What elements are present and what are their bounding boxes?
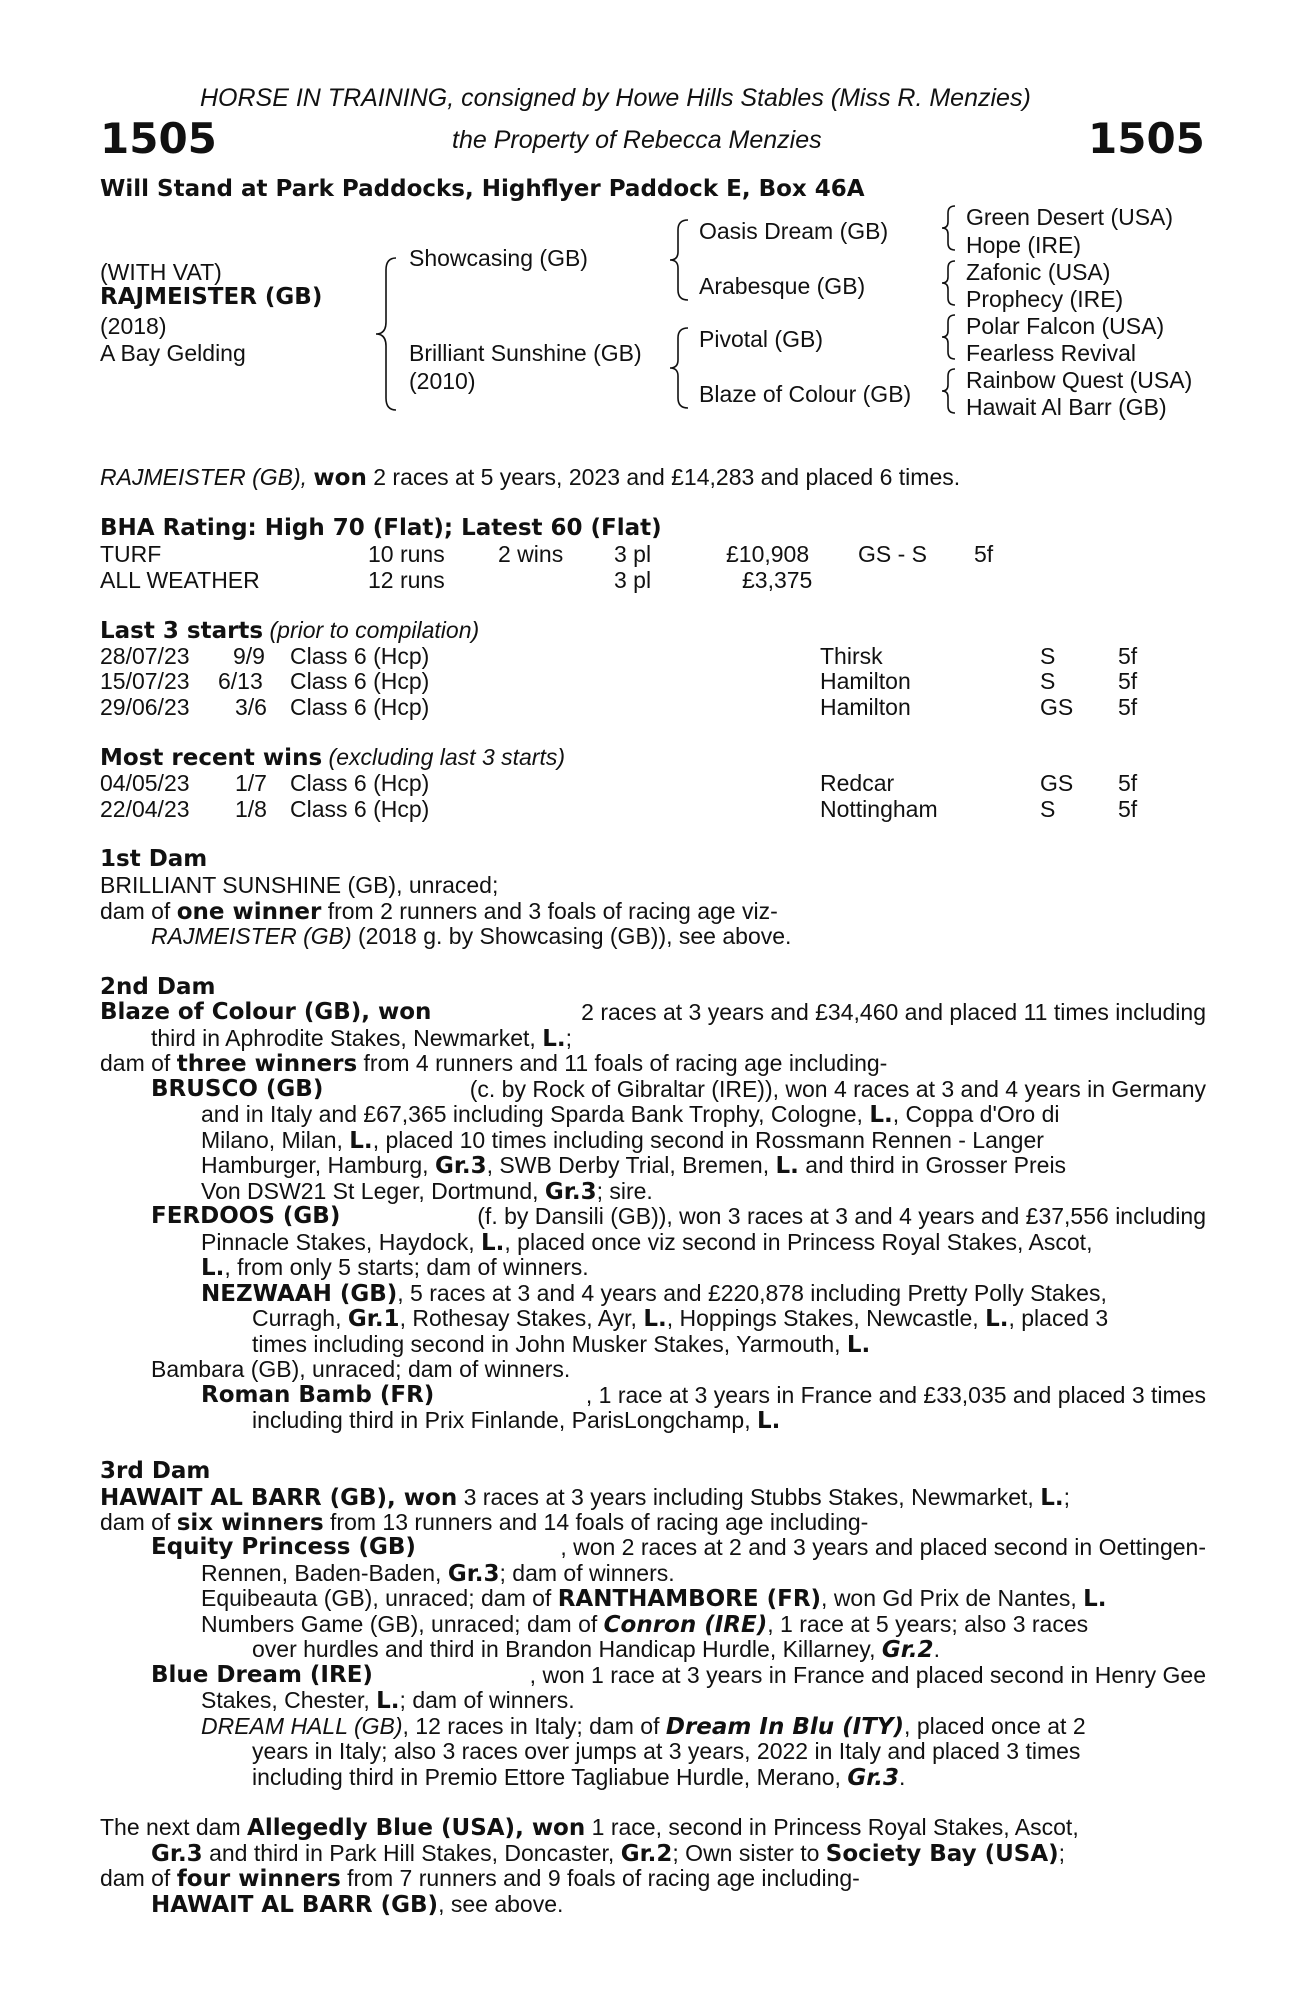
text: dam of — [100, 1050, 171, 1076]
text: , Rothesay Stakes, Ayr, — [399, 1305, 637, 1331]
text: from 7 runners and 9 foals of racing age including- — [347, 1865, 860, 1891]
nextdam-line — [100, 1814, 1079, 1841]
horse-name: RAJMEISTER (GB) — [100, 284, 323, 310]
text-bold: Allegedly Blue (USA), won — [247, 1815, 586, 1841]
text-italic: RAJMEISTER (GB) — [151, 923, 352, 949]
win-class: Class 6 (Hcp) — [290, 770, 430, 796]
text: , see above. — [438, 1891, 564, 1917]
dam3-line — [100, 1484, 1070, 1511]
start-date: 29/06/23 — [100, 694, 190, 720]
dam3-line — [151, 1534, 1206, 1560]
summary-won: won — [313, 465, 367, 491]
sire-name: Showcasing (GB) — [409, 245, 588, 271]
win-distance: 5f — [1118, 796, 1138, 822]
win-position: 1/8 — [235, 796, 267, 822]
dam2-line — [201, 1152, 1206, 1179]
text-bold: L. — [480, 1230, 505, 1256]
rating-surface: TURF — [100, 541, 162, 567]
text: . — [899, 1764, 906, 1790]
text-bold: HAWAIT AL BARR (GB) — [151, 1892, 439, 1918]
text: , placed once viz second in Princess Royal Stakes, Ascot, — [504, 1229, 1093, 1255]
dam3-title: 3rd Dam — [100, 1458, 211, 1484]
dam3-line — [201, 1560, 675, 1587]
text: , placed 3 — [1008, 1305, 1109, 1331]
text: (2018 g. by Showcasing (GB)), see above. — [358, 923, 792, 949]
dam2-line — [252, 1305, 1108, 1332]
text: ; Own sister to — [672, 1840, 820, 1866]
dam-year: (2010) — [409, 368, 476, 394]
text: Curragh, — [252, 1305, 342, 1331]
dam3-line — [201, 1585, 1107, 1612]
text: 3 races at 3 years including Stubbs Stakes, Newmarket, — [463, 1484, 1034, 1510]
text: dam of — [100, 1509, 171, 1535]
text-bold: Gr.3 — [151, 1841, 203, 1867]
text-bold: six winners — [176, 1510, 324, 1536]
dam1-line — [151, 923, 791, 949]
dam3-line — [201, 1611, 1088, 1638]
text-bold: BRUSCO (GB) — [151, 1076, 324, 1102]
text: Numbers Game (GB), unraced; dam of — [201, 1611, 598, 1637]
text: Hamburger, Hamburg, — [201, 1152, 429, 1178]
text: (c. by Rock of Gibraltar (IRE)), won 4 races at 3 and 4 years in Germany — [469, 1076, 1206, 1102]
text-bold: Equity Princess (GB) — [151, 1534, 416, 1560]
dam3-line — [252, 1636, 940, 1663]
text: 2 races at 3 years and £34,460 and placed 11 times including — [581, 999, 1206, 1025]
text: ; — [565, 1025, 572, 1051]
gen4-name: Hope (IRE) — [966, 232, 1082, 258]
brace-gen4 — [942, 206, 955, 250]
start-course: Thirsk — [820, 643, 883, 669]
text: ; — [1063, 1484, 1070, 1510]
text: Milano, Milan, — [201, 1127, 343, 1153]
rating-placed: 3 pl — [614, 541, 652, 567]
dam-name: Brilliant Sunshine (GB) — [409, 340, 642, 366]
brace-dam — [670, 328, 688, 408]
text: from 4 runners and 11 foals of racing age including- — [363, 1050, 888, 1076]
text: ; dam of winners. — [399, 1687, 575, 1713]
text-bold: L. — [869, 1102, 893, 1128]
text: , Hoppings Stakes, Newcastle, — [666, 1305, 979, 1331]
summary-text: 2 races at 5 years, 2023 and £14,283 and placed 6 times. — [373, 464, 961, 490]
text-italic: DREAM HALL (GB) — [201, 1713, 403, 1739]
win-course: Nottingham — [820, 796, 938, 822]
rating-runs: 10 runs — [368, 541, 445, 567]
text: dam of — [100, 898, 171, 924]
win-going: GS — [1040, 770, 1074, 796]
consigned-line: HORSE IN TRAINING, consigned by Howe Hills Stables (Miss R. Menzies) — [200, 84, 1031, 112]
text-bold-italic: Gr.2 — [881, 1637, 934, 1663]
text: ; dam of winners. — [499, 1560, 675, 1586]
property-line: the Property of Rebecca Menzies — [452, 126, 822, 154]
text-bold: Roman Bamb (FR) — [201, 1382, 435, 1408]
pedigree-braces — [0, 0, 1314, 430]
sire-sire-name: Oasis Dream (GB) — [699, 218, 889, 244]
text: from 2 runners and 3 foals of racing age viz- — [327, 898, 778, 924]
text-bold: L. — [985, 1306, 1009, 1332]
race-summary — [100, 464, 960, 491]
dam2-line: Bambara (GB), unraced; dam of winners. — [151, 1356, 571, 1382]
summary-horse-name: RAJMEISTER (GB), — [100, 464, 308, 490]
text-bold: L. — [643, 1306, 667, 1332]
text-bold: Gr.3 — [447, 1561, 500, 1587]
text-bold: FERDOOS (GB) — [151, 1203, 341, 1229]
text-bold: Gr.3 — [434, 1153, 487, 1179]
last3-title: Last 3 starts — [100, 618, 264, 644]
text: including third in Premio Ettore Tagliabue Hurdle, Merano, — [252, 1764, 841, 1790]
text-bold: L. — [757, 1408, 781, 1434]
text: , won Gd Prix de Nantes, — [821, 1585, 1077, 1611]
text-bold: RANTHAMBORE (FR) — [557, 1586, 822, 1612]
text: , placed once at 2 — [904, 1713, 1086, 1739]
gen4-name: Zafonic (USA) — [966, 259, 1111, 285]
rating-prize: £10,908 — [726, 541, 810, 567]
start-class: Class 6 (Hcp) — [290, 694, 430, 720]
text-bold: L. — [201, 1255, 225, 1281]
text: , from only 5 starts; dam of winners. — [224, 1254, 589, 1280]
text-bold: Blue Dream (IRE) — [151, 1662, 373, 1688]
start-distance: 5f — [1118, 694, 1138, 720]
start-course: Hamilton — [820, 668, 911, 694]
lot-number-left: 1505 — [100, 114, 217, 163]
lot-number-right: 1505 — [1088, 114, 1205, 163]
text: including third in Prix Finlande, ParisLongchamp, — [252, 1407, 751, 1433]
brace-sire — [670, 220, 688, 300]
text-bold: L. — [376, 1688, 400, 1714]
dam1-line — [100, 898, 778, 925]
gen4-name: Green Desert (USA) — [966, 204, 1174, 230]
text: , placed 10 times including second in Rossmann Rennen - Langer — [372, 1127, 1044, 1153]
gen4-name: Prophecy (IRE) — [966, 286, 1124, 312]
dam2-line — [151, 1076, 1206, 1102]
text-bold: NEZWAAH (GB) — [201, 1281, 398, 1307]
recent-note: (excluding last 3 starts) — [328, 744, 566, 770]
dam2-line — [201, 1178, 653, 1205]
start-date: 28/07/23 — [100, 643, 190, 669]
brace-gen4 — [942, 261, 955, 305]
dam2-line — [201, 1280, 1107, 1307]
start-course: Hamilton — [820, 694, 911, 720]
start-distance: 5f — [1118, 668, 1138, 694]
dam3-line — [201, 1713, 1086, 1740]
text: third in Aphrodite Stakes, Newmarket, — [151, 1025, 536, 1051]
text-bold: L. — [846, 1332, 871, 1358]
dam3-line: years in Italy; also 3 races over jumps at 3 years, 2022 in Italy and placed 3 times — [252, 1738, 1081, 1764]
start-position: 6/13 — [218, 668, 263, 694]
text-bold: L. — [1083, 1586, 1107, 1612]
win-class: Class 6 (Hcp) — [290, 796, 430, 822]
rating-runs: 12 runs — [368, 567, 445, 593]
gen4-name: Rainbow Quest (USA) — [966, 367, 1193, 393]
text: ; — [1058, 1840, 1066, 1866]
text-bold: Society Bay (USA) — [825, 1841, 1059, 1867]
recent-title: Most recent wins — [100, 745, 323, 771]
dam1-title: 1st Dam — [100, 846, 208, 872]
start-position: 9/9 — [233, 643, 265, 669]
text: Equibeauta (GB), unraced; dam of — [201, 1585, 552, 1611]
horse-year: (2018) — [100, 313, 167, 339]
rating-distance: 5f — [974, 541, 994, 567]
text: , 1 race at 3 years in France and £33,035 and placed 3 times — [585, 1382, 1206, 1408]
dam2-line — [201, 1127, 1206, 1154]
rating-wins: 2 wins — [498, 541, 564, 567]
nextdam-line — [151, 1840, 1065, 1867]
text-bold: L. — [775, 1153, 799, 1179]
win-course: Redcar — [820, 770, 895, 796]
text-bold-italic: Conron (IRE) — [603, 1612, 768, 1638]
text-bold: four winners — [176, 1866, 341, 1892]
text: , won 1 race at 3 years in France and placed second in Henry Gee — [529, 1662, 1206, 1688]
dam3-line — [151, 1662, 1206, 1688]
nextdam-line — [151, 1891, 563, 1918]
start-going: S — [1040, 643, 1056, 669]
start-class: Class 6 (Hcp) — [290, 668, 430, 694]
start-class: Class 6 (Hcp) — [290, 643, 430, 669]
last3-note: (prior to compilation) — [269, 617, 480, 643]
text: Stakes, Chester, — [201, 1687, 370, 1713]
start-date: 15/07/23 — [100, 668, 190, 694]
dam2-line — [100, 1050, 887, 1077]
dam3-line — [100, 1509, 868, 1536]
text: and in Italy and £67,365 including Sparda Bank Trophy, Cologne, — [201, 1101, 863, 1127]
text: over hurdles and third in Brandon Handicap Hurdle, Killarney, — [252, 1636, 876, 1662]
rating-title: BHA Rating: High 70 (Flat); Latest 60 (Flat) — [100, 515, 662, 541]
recent-heading — [100, 744, 565, 771]
sire-dam-name: Arabesque (GB) — [699, 273, 866, 299]
text-bold: one winner — [176, 899, 322, 925]
brace-gen4 — [942, 315, 955, 359]
text: ; sire. — [596, 1178, 653, 1204]
start-going: GS — [1040, 694, 1074, 720]
rating-prize: £3,375 — [742, 567, 813, 593]
text-bold-italic: Gr.3 — [847, 1765, 900, 1791]
dam3-line — [252, 1764, 905, 1791]
brace-gen1 — [376, 258, 396, 410]
text-bold: Gr.2 — [620, 1841, 673, 1867]
brace-gen4 — [942, 369, 955, 413]
start-position: 3/6 — [235, 694, 267, 720]
text-bold-italic: Dream In Blu (ITY) — [665, 1714, 905, 1740]
win-distance: 5f — [1118, 770, 1138, 796]
text: Von DSW21 St Leger, Dortmund, — [201, 1178, 539, 1204]
text: , Coppa d'Oro di — [892, 1101, 1060, 1127]
rating-surface: ALL WEATHER — [100, 567, 260, 593]
text-bold: L. — [349, 1128, 373, 1154]
dam2-line — [100, 999, 1206, 1025]
dam-dam-name: Blaze of Colour (GB) — [699, 381, 912, 407]
last3-heading — [100, 617, 479, 644]
gen4-name: Fearless Revival — [966, 340, 1136, 366]
text: , 5 races at 3 and 4 years and £220,878 including Pretty Polly Stakes, — [397, 1280, 1107, 1306]
gen4-name: Polar Falcon (USA) — [966, 313, 1165, 339]
text: dam of — [100, 1865, 171, 1891]
rating-placed: 3 pl — [614, 567, 652, 593]
horse-description: A Bay Gelding — [100, 340, 246, 366]
nextdam-line — [100, 1865, 860, 1892]
dam2-line — [252, 1407, 780, 1434]
start-distance: 5f — [1118, 643, 1138, 669]
text-bold: Gr.1 — [347, 1306, 400, 1332]
dam2-line — [201, 1254, 589, 1281]
dam2-line — [151, 1203, 1206, 1229]
dam2-line — [252, 1331, 870, 1358]
text-bold: Blaze of Colour (GB), won — [100, 999, 432, 1025]
dam1-line: BRILLIANT SUNSHINE (GB), unraced; — [100, 872, 499, 898]
text: , 12 races in Italy; dam of — [402, 1713, 660, 1739]
text-bold: Gr.3 — [544, 1179, 597, 1205]
dam2-line — [201, 1101, 1206, 1128]
win-position: 1/7 — [235, 770, 267, 796]
text: The next dam — [100, 1814, 241, 1840]
win-going: S — [1040, 796, 1056, 822]
text: Rennen, Baden-Baden, — [201, 1560, 442, 1586]
vat-label: (WITH VAT) — [100, 259, 222, 285]
dam2-title: 2nd Dam — [100, 974, 216, 1000]
text: , 1 race at 5 years; also 3 races — [767, 1611, 1089, 1637]
text: 1 race, second in Princess Royal Stakes, Ascot, — [591, 1814, 1079, 1840]
text: . — [933, 1636, 940, 1662]
text: times including second in John Musker Stakes, Yarmouth, — [252, 1331, 841, 1357]
text-bold: L. — [542, 1026, 566, 1052]
text-bold: L. — [1040, 1485, 1064, 1511]
text-bold: HAWAIT AL BARR (GB), won — [100, 1485, 458, 1511]
dam3-line — [201, 1687, 575, 1714]
text: , won 2 races at 2 and 3 years and placed second in Oettingen- — [560, 1534, 1206, 1560]
text: , SWB Derby Trial, Bremen, — [486, 1152, 770, 1178]
rating-going: GS - S — [858, 541, 928, 567]
text-bold: three winners — [176, 1051, 358, 1077]
gen4-name: Hawait Al Barr (GB) — [966, 394, 1167, 420]
dam2-line — [201, 1229, 1092, 1256]
stand-line: Will Stand at Park Paddocks, Highflyer Paddock E, Box 46A — [100, 176, 865, 202]
text: Pinnacle Stakes, Haydock, — [201, 1229, 475, 1255]
win-date: 04/05/23 — [100, 770, 190, 796]
text: from 13 runners and 14 foals of racing age including- — [330, 1509, 869, 1535]
dam2-line — [151, 1025, 572, 1052]
text: and third in Park Hill Stakes, Doncaster, — [209, 1840, 615, 1866]
start-going: S — [1040, 668, 1056, 694]
win-date: 22/04/23 — [100, 796, 190, 822]
dam2-line — [201, 1382, 1206, 1408]
dam-sire-name: Pivotal (GB) — [699, 326, 823, 352]
text: (f. by Dansili (GB)), won 3 races at 3 and 4 years and £37,556 including — [477, 1203, 1206, 1229]
text: and third in Grosser Preis — [805, 1152, 1067, 1178]
